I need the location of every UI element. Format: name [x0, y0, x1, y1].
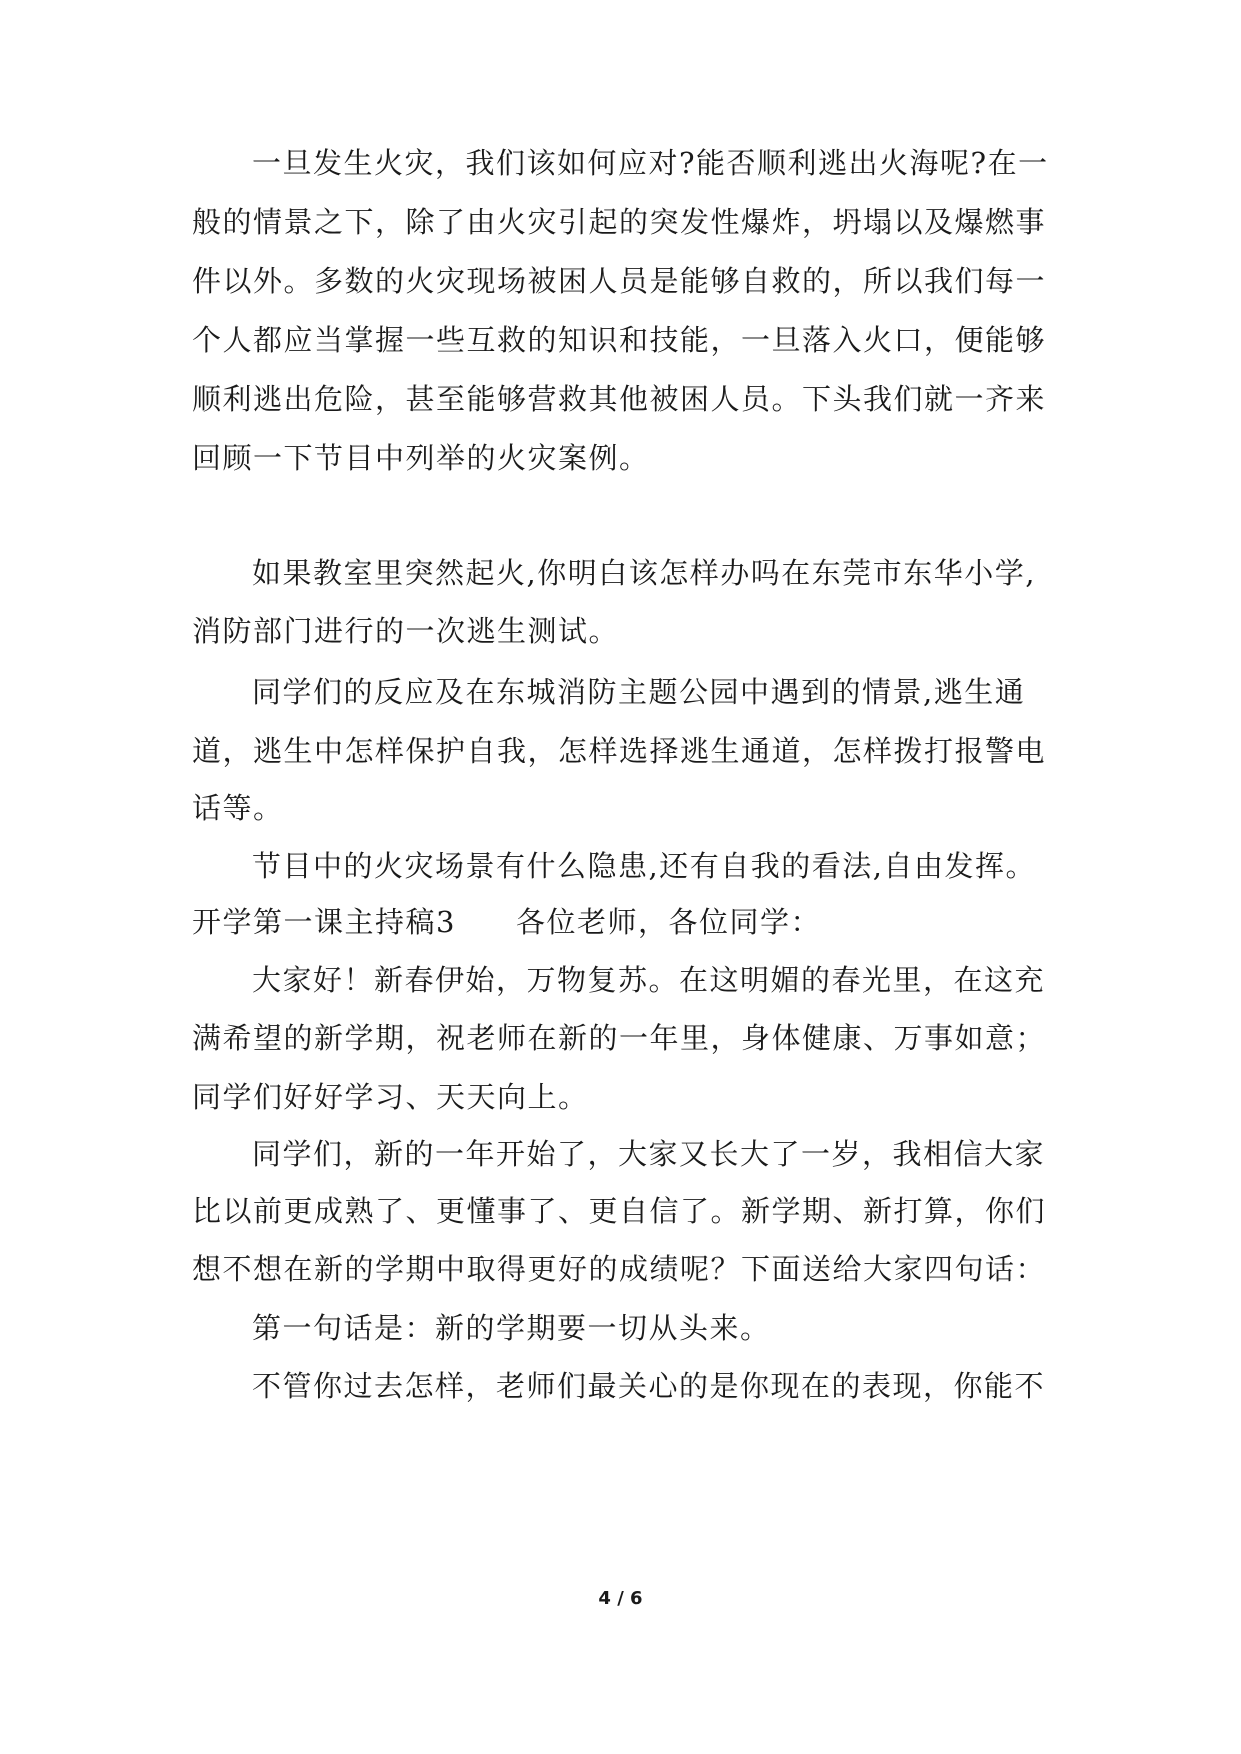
paragraph-line: 比以前更成熟了、更懂事了、更自信了。新学期、新打算，你们 [192, 1194, 1047, 1228]
section-title: 开学第一课主持稿3 [192, 905, 456, 939]
greeting: 各位老师，各位同学： [515, 905, 821, 939]
paragraph-line: 道，逃生中怎样保护自我，怎样选择逃生通道，怎样拨打报警电 [192, 734, 1047, 768]
paragraph-line: 同学们好好学习、天天向上。 [192, 1080, 589, 1114]
paragraph-line: 回顾一下节目中列举的火灾案例。 [192, 441, 650, 475]
paragraph-line: 一旦发生火灾，我们该如何应对?能否顺利逃出火海呢?在一 [252, 146, 1049, 180]
paragraph-line: 话等。 [192, 791, 284, 825]
paragraph-line: 个人都应当掌握一些互救的知识和技能，一旦落入火口，便能够 [192, 323, 1047, 357]
paragraph-line: 不管你过去怎样，老师们最关心的是你现在的表现，你能不 [252, 1369, 1046, 1403]
paragraph-line: 消防部门进行的一次逃生测试。 [192, 614, 620, 648]
paragraph-line: 第一句话是：新的学期要一切从头来。 [252, 1311, 771, 1345]
page-number: 4 / 6 [598, 1588, 643, 1609]
paragraph-line: 顺利逃出危险，甚至能够营救其他被困人员。下头我们就一齐来 [192, 382, 1047, 416]
paragraph-line: 件以外。多数的火灾现场被困人员是能够自救的，所以我们每一 [192, 264, 1047, 298]
paragraph-line: 同学们，新的一年开始了，大家又长大了一岁，我相信大家 [252, 1137, 1046, 1171]
paragraph-line: 满希望的新学期，祝老师在新的一年里，身体健康、万事如意； [192, 1021, 1047, 1055]
paragraph-line: 节目中的火灾场景有什么隐患,还有自我的看法,自由发挥。 [252, 849, 1036, 883]
paragraph-line: 大家好！新春伊始，万物复苏。在这明媚的春光里，在这充 [252, 963, 1046, 997]
paragraph-line: 如果教室里突然起火,你明白该怎样办吗在东莞市东华小学, [252, 556, 1036, 590]
paragraph-line: 想不想在新的学期中取得更好的成绩呢？下面送给大家四句话： [192, 1252, 1047, 1286]
paragraph-line: 般的情景之下，除了由火灾引起的突发性爆炸，坍塌以及爆燃事 [192, 205, 1047, 239]
section-heading [192, 902, 1052, 942]
paragraph-line: 同学们的反应及在东城消防主题公园中遇到的情景,逃生通 [252, 675, 1026, 709]
